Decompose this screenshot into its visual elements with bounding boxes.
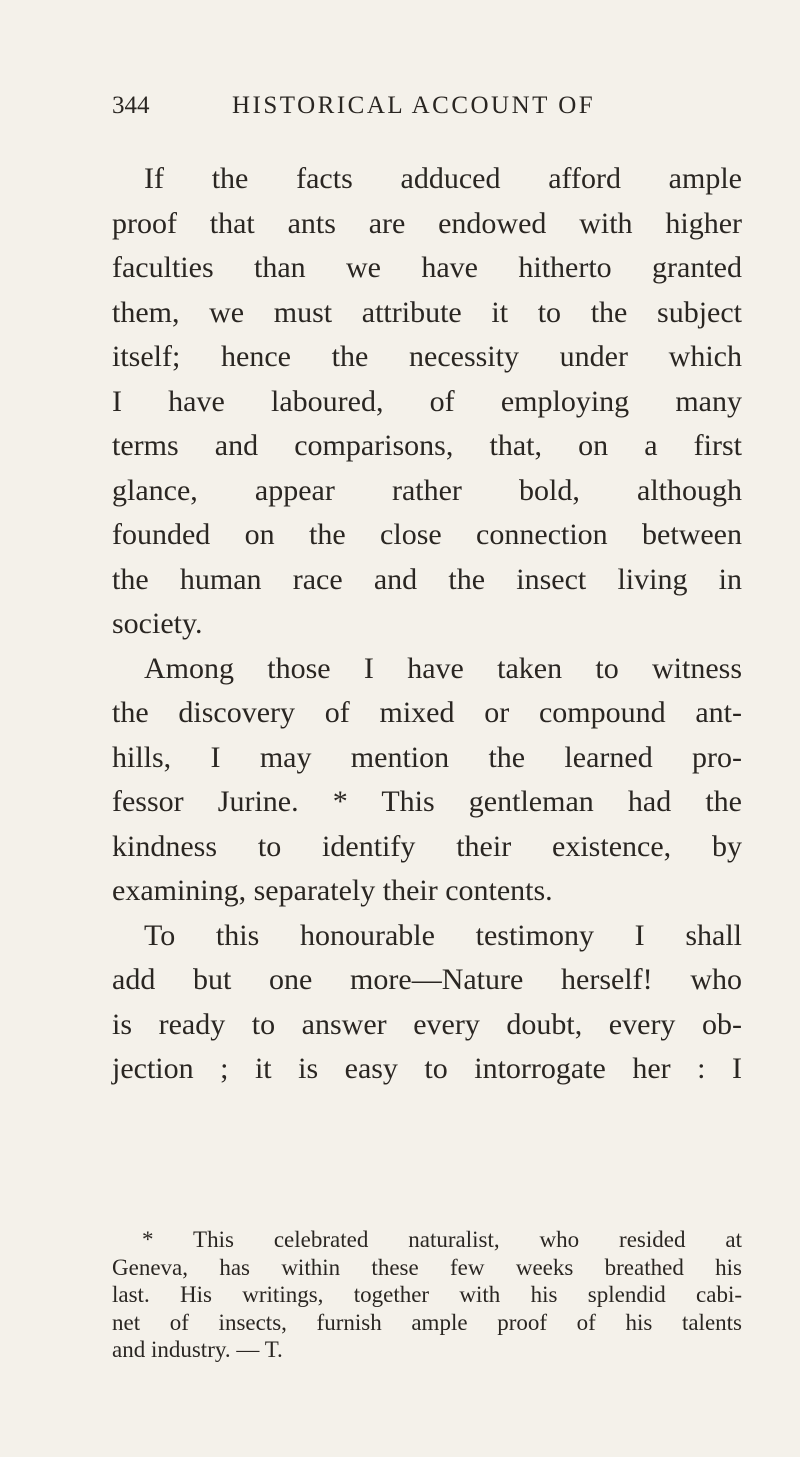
text-line: terms and comparisons, that, on a first bbox=[112, 429, 742, 462]
text-line: proof that ants are endowed with higher bbox=[112, 206, 742, 240]
text-line: them, we must attribute it to the subject bbox=[112, 295, 742, 329]
text-line: If the facts adduced afford ample bbox=[144, 162, 742, 195]
text-line: founded on the close connection between bbox=[112, 518, 742, 551]
text-line: Among those I have taken to witness bbox=[144, 651, 742, 685]
text-line: kindness to identify their existence, by bbox=[112, 829, 742, 863]
text-line: society. bbox=[112, 607, 203, 640]
text-line: jection ; it is easy to intorrogate her : I bbox=[112, 1052, 742, 1085]
text-line: hills, I may mention the learned pro- bbox=[112, 740, 742, 774]
footnote bbox=[112, 1226, 742, 1364]
text-line: I have laboured, of employing many bbox=[112, 384, 742, 418]
running-head bbox=[112, 92, 712, 132]
running-title: HISTORICAL ACCOUNT OF bbox=[232, 92, 596, 119]
body-text bbox=[112, 157, 742, 1092]
text-line: examining, separately their contents. bbox=[112, 874, 553, 907]
text-line: is ready to answer every doubt, every ob- bbox=[112, 1007, 742, 1041]
footnote-line: and industry. — T. bbox=[112, 1337, 283, 1362]
text-line: fessor Jurine. * This gentleman had the bbox=[112, 785, 742, 818]
text-line: faculties than we have hitherto granted bbox=[112, 251, 742, 284]
footnote-line: last. His writings, together with his splendid cabi- bbox=[112, 1282, 742, 1307]
footnote-line: * This celebrated naturalist, who resided at bbox=[142, 1227, 742, 1252]
text-line: the discovery of mixed or compound ant- bbox=[112, 696, 742, 729]
text-line: add but one more—Nature herself! who bbox=[112, 963, 742, 996]
text-line: To this honourable testimony I shall bbox=[144, 918, 742, 952]
footnote-line: Geneva, has within these few weeks breathed his bbox=[112, 1254, 742, 1280]
text-line: glance, appear rather bold, although bbox=[112, 473, 742, 507]
page-number: 344 bbox=[112, 92, 150, 119]
footnote-line: net of insects, furnish ample proof of his talents bbox=[112, 1309, 742, 1335]
text-line: itself; hence the necessity under which bbox=[112, 340, 742, 373]
text-line: the human race and the insect living in bbox=[112, 562, 742, 596]
